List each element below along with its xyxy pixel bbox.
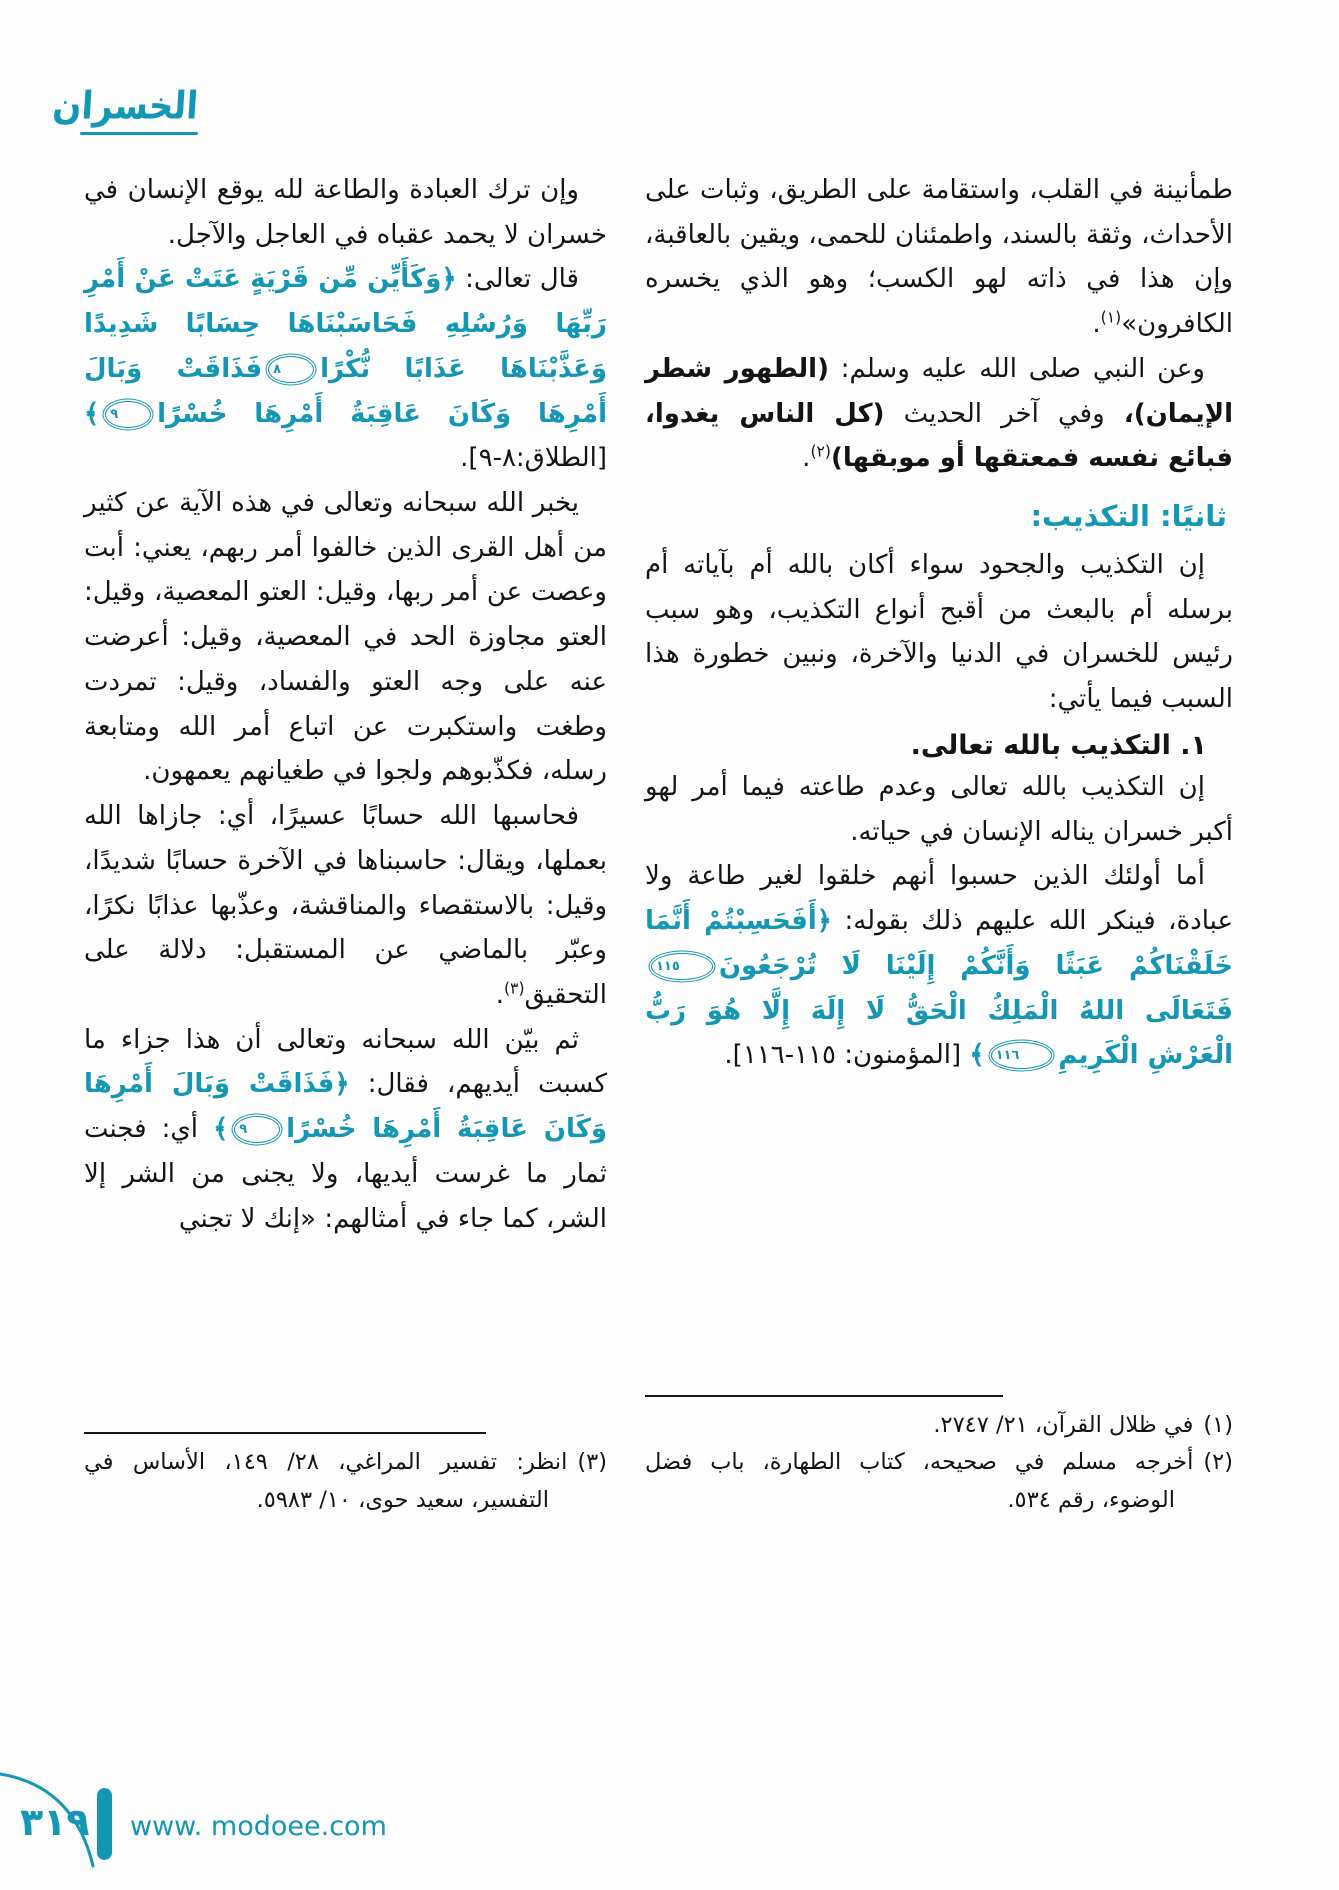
footnote-number: (٣) [577, 1449, 607, 1476]
quran-close-bracket: ﴾ [969, 1040, 985, 1071]
page-number: ٣١٩ [20, 1800, 90, 1844]
footnote-text: في ظلال القرآن، ٢١/ ٢٧٤٧. [933, 1411, 1194, 1438]
website-url: www. modoee.com [130, 1811, 387, 1842]
ayah-number-badge: ٨ [268, 356, 314, 383]
body-text: طمأنينة في القلب، واستقامة على الطريق، وثبات على الأحداث، وثقة بالسند، واطمئنان للحمى، ويقين بالعاقبة، وإن هذا في ذاته لهو الكسب؛ وهو الذي يخسره الكافرون» [645, 175, 1233, 340]
footnote [84, 1444, 607, 1520]
footnote-separator [84, 1432, 486, 1434]
verse-reference: [الطلاق:٨-٩]. [460, 443, 607, 474]
body-text: وفي آخر الحديث [884, 398, 1124, 429]
subsection-heading: ١. التكذيب بالله تعالى. [910, 729, 1207, 761]
paragraph-with-quran [84, 1018, 607, 1242]
book-logo-underline [80, 132, 198, 135]
footnotes-left [84, 1432, 607, 1520]
ayah-number-badge: ٩ [234, 1116, 280, 1143]
footnote [645, 1444, 1233, 1520]
quran-verse: فَذَاقَتْ وَبَالَ أَمْرِهَا وَكَانَ عَاقِبَةُ أَمْرِهَا خُسْرًا [84, 353, 607, 429]
quran-verse: فَتَعَالَى اللهُ الْمَلِكُ الْحَقُّ لَا إِلَهَ إِلَّا هُوَ رَبُّ الْعَرْشِ الْكَرِيمِ [645, 995, 1233, 1071]
hadith-text: (كل الناس يغدوا، فبائع نفسه فمعتقها أو موبقها) [645, 398, 1233, 474]
column-left [84, 168, 607, 1520]
footnote-separator [645, 1395, 1003, 1397]
book-logo-text: الخسران [51, 83, 200, 129]
footnote-ref: (٣) [503, 979, 525, 998]
body-text: أما أولئك الذين حسبوا أنهم خلقوا لغير طاعة ولا عبادة، فينكر الله عليهم ذلك بقوله: [645, 861, 1233, 937]
quran-verse: ﴿فَذَاقَتْ وَبَالَ أَمْرِهَا وَكَانَ عَاقِبَةُ أَمْرِهَا خُسْرًا [84, 1069, 608, 1145]
footnote-text: انظر: تفسير المراغي، ٢٨/ ١٤٩، الأساس في التفسير، سعيد حوى، ١٠/ ٥٩٨٣. [84, 1449, 568, 1514]
ayah-number-badge: ١١٦ [991, 1042, 1053, 1069]
paragraph: إن التكذيب بالله تعالى وعدم طاعته فيما أمر لهو أكبر خسران يناله الإنسان في حياته. [645, 771, 1233, 847]
footnote-ref: (٢) [810, 442, 832, 461]
paragraph [645, 168, 1233, 347]
footnote-number: (١) [1203, 1411, 1233, 1438]
paragraph-with-quran [84, 257, 607, 481]
footnote [645, 1407, 1233, 1445]
body-text: أي: فجنت ثمار ما غرست أيديها، ولا يجنى من الشر إلا الشر، كما جاء في أمثالهم: «إنك لا تجني [84, 1114, 607, 1234]
ayah-number-badge: ١١٥ [651, 953, 713, 980]
body-text: ثم بيّن الله سبحانه وتعالى أن هذا جزاء ما كسبت أيديهم، فقال: [84, 1024, 608, 1100]
footnote-number: (٢) [1203, 1449, 1233, 1476]
footnotes-right [645, 1395, 1233, 1520]
quran-close-bracket: ﴾ [212, 1114, 229, 1145]
paragraph-with-quran [645, 854, 1233, 1078]
paragraph: يخبر الله سبحانه وتعالى في هذه الآية عن كثير من أهل القرى الذين خالفوا أمر ربهم، يعني: أبت وعصت عن أمر ربها، وقيل: العتو المعصية، وقيل: العتو مجاوزة الحد في المعصية، وقيل: أعرضت عنه على وجه العتو والفساد، وقيل: تمردت وطغت واستكبرت عن اتباع أمر الله ومتابعة رسله، فكذّبوهم ولجوا في طغيانهم يعمهون. [84, 488, 607, 787]
quran-verse: ﴿وَكَأَيِّن مِّن قَرْيَةٍ عَتَتْ عَنْ أَمْرِ رَبِّهَا وَرُسُلِهِ فَحَاسَبْنَاهَا حِسَابًا شَدِيدًا وَعَذَّبْنَاهَا عَذَابًا نُّكْرًا [84, 264, 607, 384]
paragraph-hadith [645, 347, 1233, 481]
body-text: . [1092, 309, 1101, 340]
section-heading: ثانيًا: التكذيب: [1030, 499, 1227, 534]
hadith-text: (الطهور شطر الإيمان)، [645, 353, 1233, 429]
body-text: . [495, 979, 504, 1010]
body-text: قال تعالى: [456, 264, 579, 295]
paragraph: وإن ترك العبادة والطاعة لله يوقع الإنسان في خسران لا يحمد عقباه في العاجل والآجل. [84, 175, 607, 250]
paragraph [84, 794, 607, 1018]
ayah-number-badge: ٩ [105, 401, 151, 428]
verse-reference: [المؤمنون: ١١٥-١١٦]. [724, 1040, 970, 1071]
body-text: . [802, 443, 811, 474]
footnote-text: أخرجه مسلم في صحيحه، كتاب الطهارة، باب فضل الوضوء، رقم ٥٣٤. [645, 1449, 1194, 1514]
book-logo [51, 83, 200, 135]
column-right [645, 168, 1233, 1520]
page-body [84, 168, 1233, 1520]
body-text: فحاسبها الله حسابًا عسيرًا، أي: جازاها الله بعملها، ويقال: حاسبناها في الآخرة حسابًا شديدًا، وقيل: بالاستقصاء والمناقشة، وعذّبها عذابًا نكرًا، وعبّر بالماضي عن المستقبل: دلالة على التحقيق [84, 801, 607, 1010]
body-text: وعن النبي صلى الله عليه وسلم: [828, 353, 1205, 384]
quran-close-bracket: ﴾ [84, 398, 100, 429]
footer-divider-bar [97, 1788, 112, 1860]
footnote-ref: (١) [1100, 308, 1122, 327]
quran-verse: ﴿أَفَحَسِبْتُمْ أَنَّمَا خَلَقْنَاكُمْ عَبَثًا وَأَنَّكُمْ إِلَيْنَا لَا تُرْجَعُونَ [645, 906, 1233, 981]
paragraph: إن التكذيب والجحود سواء أكان بالله أم بآياته أم برسله أم بالبعث من أقبح أنواع التكذيب، وهو سبب رئيس للخسران في الدنيا والآخرة، ونبين خطورة هذا السبب فيما يأتي: [645, 550, 1233, 715]
